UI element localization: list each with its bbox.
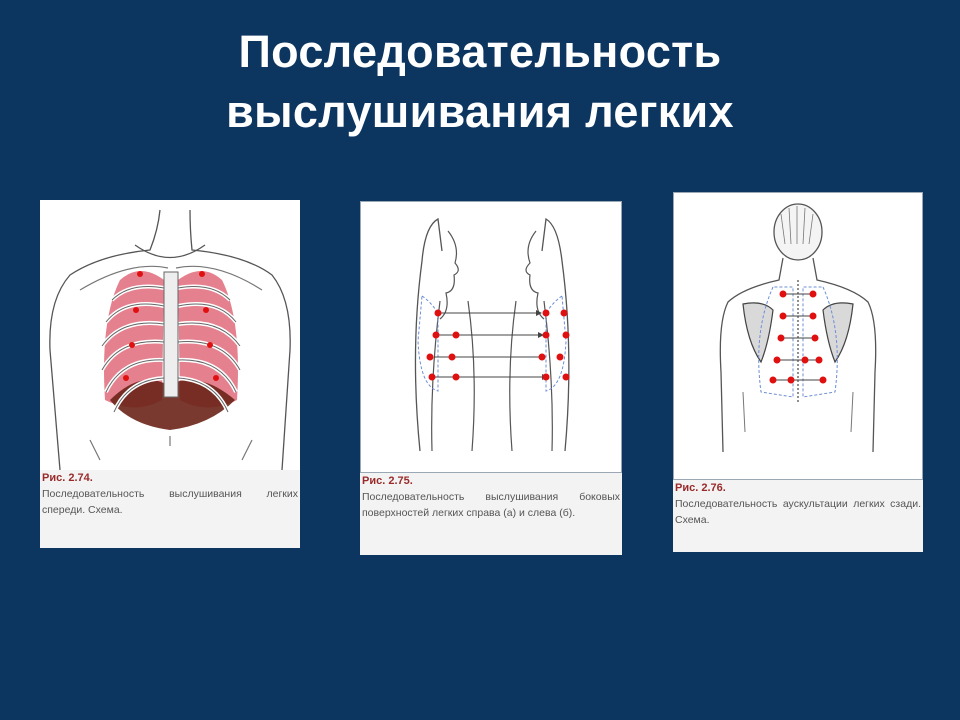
slide-title bbox=[0, 22, 960, 142]
figure-label: Рис. 2.74. bbox=[42, 472, 93, 484]
title-line-2: выслушивания легких bbox=[226, 86, 734, 137]
figure-caption-3 bbox=[673, 480, 923, 552]
figure-back bbox=[673, 192, 923, 552]
figure-front-chest bbox=[40, 200, 300, 548]
figure-caption-text: Последовательность аускультации легких сзади. Схема. bbox=[675, 498, 921, 526]
figure-caption-text: Последовательность выслушивания легких спереди. Схема. bbox=[42, 488, 298, 516]
figure-label: Рис. 2.76. bbox=[675, 482, 726, 494]
figure-caption-1 bbox=[40, 470, 300, 548]
front-chest-illustration bbox=[40, 200, 300, 470]
figure-frame bbox=[360, 201, 622, 473]
figure-caption-2 bbox=[360, 473, 622, 555]
title-line-1: Последовательность bbox=[238, 26, 722, 77]
figure-label: Рис. 2.75. bbox=[362, 475, 413, 487]
figure-frame bbox=[673, 192, 923, 480]
figure-caption-text: Последовательность выслушивания боковых поверхностей легких справа (а) и слева (б). bbox=[362, 491, 620, 519]
figure-lateral-surfaces bbox=[360, 201, 622, 555]
